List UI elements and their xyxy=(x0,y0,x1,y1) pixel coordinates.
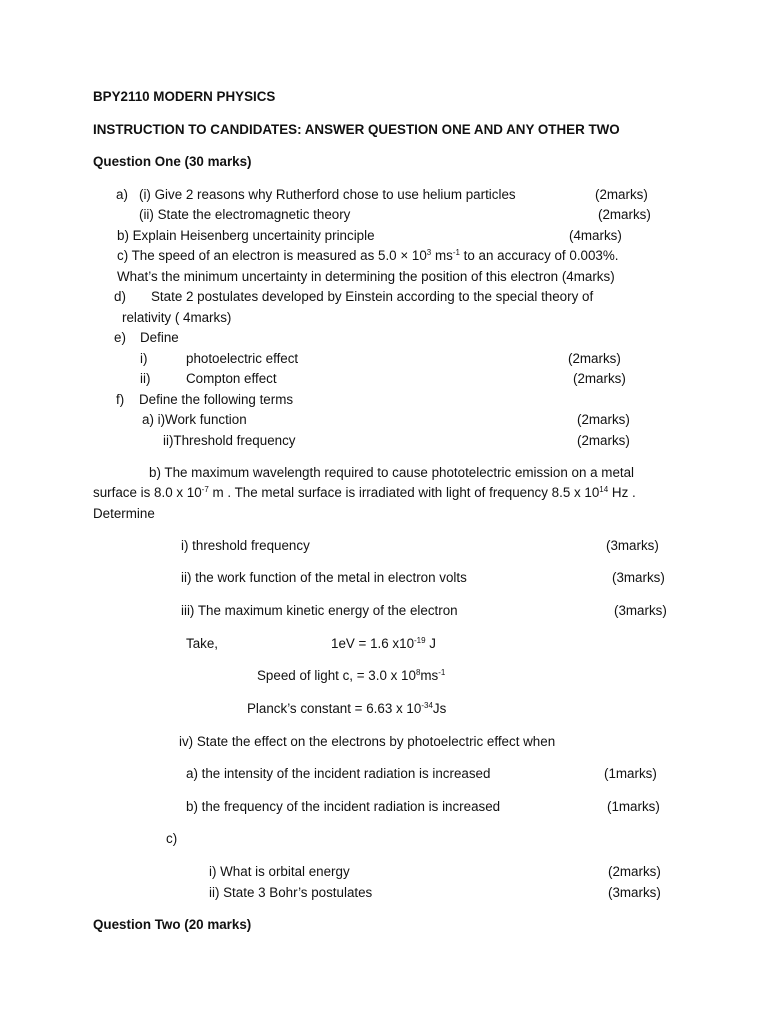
q1-a-i-marks: (2marks) xyxy=(595,187,648,202)
q1-a-ii-marks: (2marks) xyxy=(598,207,651,222)
q1-f-a-text: a) i)Work function xyxy=(142,412,247,427)
q1-a-label: a) xyxy=(116,187,128,202)
q1-b-text: b) Explain Heisenberg uncertainity principle xyxy=(117,228,375,243)
q1-e-i-text: photoelectric effect xyxy=(186,351,299,366)
q1-fb-ii-text: ii) the work function of the metal in electron volts xyxy=(181,570,467,585)
q1-e-ii-label: ii) xyxy=(140,371,151,386)
q1-e-ii-marks: (2marks) xyxy=(573,371,626,386)
q1-e-label: e) xyxy=(114,330,126,345)
q1-f-text: Define the following terms xyxy=(139,392,294,407)
q1-fb-iii-text: iii) The maximum kinetic energy of the electron xyxy=(181,603,458,618)
instructions: INSTRUCTION TO CANDIDATES: ANSWER QUESTION ONE AND ANY OTHER TWO xyxy=(93,122,620,137)
take-label: Take, xyxy=(186,636,219,651)
q1-c2-i-text: i) What is orbital energy xyxy=(209,864,350,879)
q1-f-a-marks: (2marks) xyxy=(577,412,630,427)
q1-d-line2: relativity ( 4marks) xyxy=(122,310,232,325)
q1-fb-i-text: i) threshold frequency xyxy=(181,538,310,553)
q1-c2-i-marks: (2marks) xyxy=(608,864,661,879)
q1-fb-line3: Determine xyxy=(93,506,155,521)
q1-fb-iii-marks: (3marks) xyxy=(614,603,667,618)
q1-fb-iv-a-marks: (1marks) xyxy=(604,766,657,781)
q1-c2-label: c) xyxy=(166,831,178,846)
q1-e-ii-text: Compton effect xyxy=(186,371,277,386)
q1-c-line1: c) The speed of an electron is measured as $5.0 \times 10^3$ $ms^{-1}$ to an accuracy of 0.003%. xyxy=(117,248,619,263)
q1-d-line1: State 2 postulates developed by Einstein according to the special theory of xyxy=(151,289,594,304)
speed-of-light-constant: Speed of light c, = 3.0 x $10^8ms^{-1}$ xyxy=(257,668,446,683)
q1-a-ii-text: (ii) State the electromagnetic theory xyxy=(139,207,351,222)
q1-fb-i-marks: (3marks) xyxy=(606,538,659,553)
planck-constant: Planck’s constant = 6.63 x $10^{-34}Js$ xyxy=(247,701,447,716)
q1-fb-line1: b) The maximum wavelength required to cause phototelectric emission on a metal xyxy=(149,465,635,480)
q1-f-a-ii-text: ii)Threshold frequency xyxy=(163,433,296,448)
q1-fb-ii-marks: (3marks) xyxy=(612,570,665,585)
q1-fb-iv-a-text: a) the intensity of the incident radiation is increased xyxy=(186,766,491,781)
q1-c-line2: What’s the minimum uncertainty in determining the position of this electron (4marks) xyxy=(117,269,615,284)
q1-fb-iv-b-text: b) the frequency of the incident radiation is increased xyxy=(186,799,501,814)
q1-e-i-marks: (2marks) xyxy=(568,351,621,366)
electron-volt-constant: 1eV = 1.6 $x10^{-19}$ J xyxy=(331,636,436,651)
q1-c2-ii-text: ii) State 3 Bohr’s postulates xyxy=(209,885,373,900)
q1-e-i-label: i) xyxy=(140,351,148,366)
q1-d-label: d) xyxy=(114,289,126,304)
q1-fb-iv-text: iv) State the effect on the electrons by photoelectric effect when xyxy=(179,734,556,749)
q1-f-a-ii-marks: (2marks) xyxy=(577,433,630,448)
question-two-heading: Question Two (20 marks) xyxy=(93,917,252,932)
q1-c2-ii-marks: (3marks) xyxy=(608,885,661,900)
q1-e-text: Define xyxy=(140,330,179,345)
question-one-heading: Question One (30 marks) xyxy=(93,154,252,169)
q1-b-marks: (4marks) xyxy=(569,228,622,243)
q1-a-i-text: (i) Give 2 reasons why Rutherford chose to use helium particles xyxy=(139,187,516,202)
course-title: BPY2110 MODERN PHYSICS xyxy=(93,89,276,104)
q1-fb-iv-b-marks: (1marks) xyxy=(607,799,660,814)
q1-fb-line2: surface is 8.0 x $10^{-7}$ m . The metal surface is irradiated with light of frequency 8.5 x $10^{14}$ Hz . xyxy=(93,485,636,500)
q1-f-label: f) xyxy=(116,392,125,407)
